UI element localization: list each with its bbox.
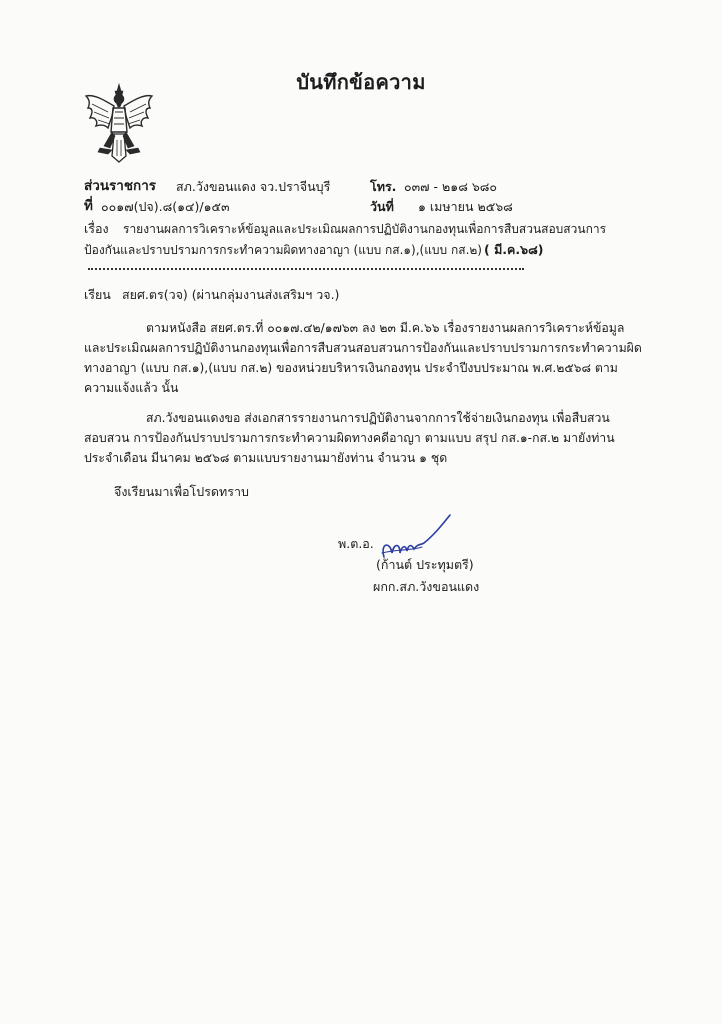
memo-title: บันทึกข้อความ [296, 70, 426, 94]
phone-label: โทร. [370, 179, 397, 194]
paragraph-line: ประจำเดือน มีนาคม ๒๕๖๘ ตามแบบรายงานมายังท่าน จำนวน ๑ ชุด [84, 451, 448, 465]
agency-label: ส่วนราชการ [84, 178, 157, 194]
signer-position: ผกก.สภ.วังขอนแดง [373, 579, 480, 594]
paragraph-line: ความแจ้งแล้ว นั้น [84, 381, 179, 395]
subject-period: ( มี.ค.๖๘) [484, 242, 544, 257]
ref-label: ที่ [84, 198, 93, 214]
phone-value: ๐๓๗ - ๒๑๘ ๖๘๐ [404, 179, 498, 194]
subject-label: เรื่อง [84, 221, 109, 236]
date-value: ๑ เมษายน ๒๕๖๘ [418, 199, 513, 214]
agency-value: สภ.วังขอนแดง จว.ปราจีนบุรี [176, 179, 331, 194]
to-label: เรียน [84, 287, 111, 302]
separator-dotted-line [88, 268, 524, 270]
paragraph-line: ตามหนังสือ สยศ.ตร.ที่ ๐๐๑๗.๔๒/๑๗๖๓ ลง ๒๓ มี.ค.๖๖ เรื่องรายงานผลการวิเคราะห์ข้อมูล [146, 321, 625, 335]
paragraph-line: และประเมิณผลการปฏิบัติงานกองทุนเพื่อการสืบสวนสอบสวนการป้องกันและปราบปรามการกระทำความผิด [84, 341, 642, 355]
paragraph-line: ทางอาญา (แบบ กส.๑),(แบบ กส.๒) ของหน่วยบริหารเงินกองทุน ประจำปีงบประมาณ พ.ศ.๒๕๖๘ ตาม [84, 361, 618, 375]
ref-value: ๐๐๑๗(ปจ).๘(๑๔)/๑๕๓ [101, 199, 230, 214]
date-label: วันที่ [370, 199, 394, 214]
body-paragraph-1 [84, 318, 640, 398]
handwritten-signature [376, 513, 456, 563]
body-paragraph-2 [84, 408, 640, 468]
signer-name: (ก้านต์ ประทุมตรี) [376, 557, 474, 572]
paragraph-line: สภ.วังขอนแดงขอ ส่งเอกสารรายงานการปฏิบัติงานจากการใช้จ่ายเงินกองทุน เพื่อสืบสวน [146, 411, 610, 425]
paragraph-line: สอบสวน การป้องกันปราบปรามการกระทำความผิดทางคดีอาญา ตามแบบ สรุป กส.๑-กส.๒ มายังท่าน [84, 431, 615, 445]
subject-line-2: ป้องกันและปราบปรามการกระทำความผิดทางอาญา (แบบ กส.๑),(แบบ กส.๒) [84, 243, 482, 257]
to-value: สยศ.ตร(วจ) (ผ่านกลุ่มงานส่งเสริมฯ วจ.) [122, 287, 340, 302]
signer-rank: พ.ต.อ. [338, 536, 374, 551]
closing-text: จึงเรียนมาเพื่อโปรดทราบ [114, 484, 249, 499]
garuda-emblem-icon [84, 82, 154, 164]
subject-line-1: รายงานผลการวิเคราะห์ข้อมูลและประเมิณผลการปฏิบัติงานกองทุนเพื่อการสืบสวนสอบสวนการ [123, 222, 607, 236]
